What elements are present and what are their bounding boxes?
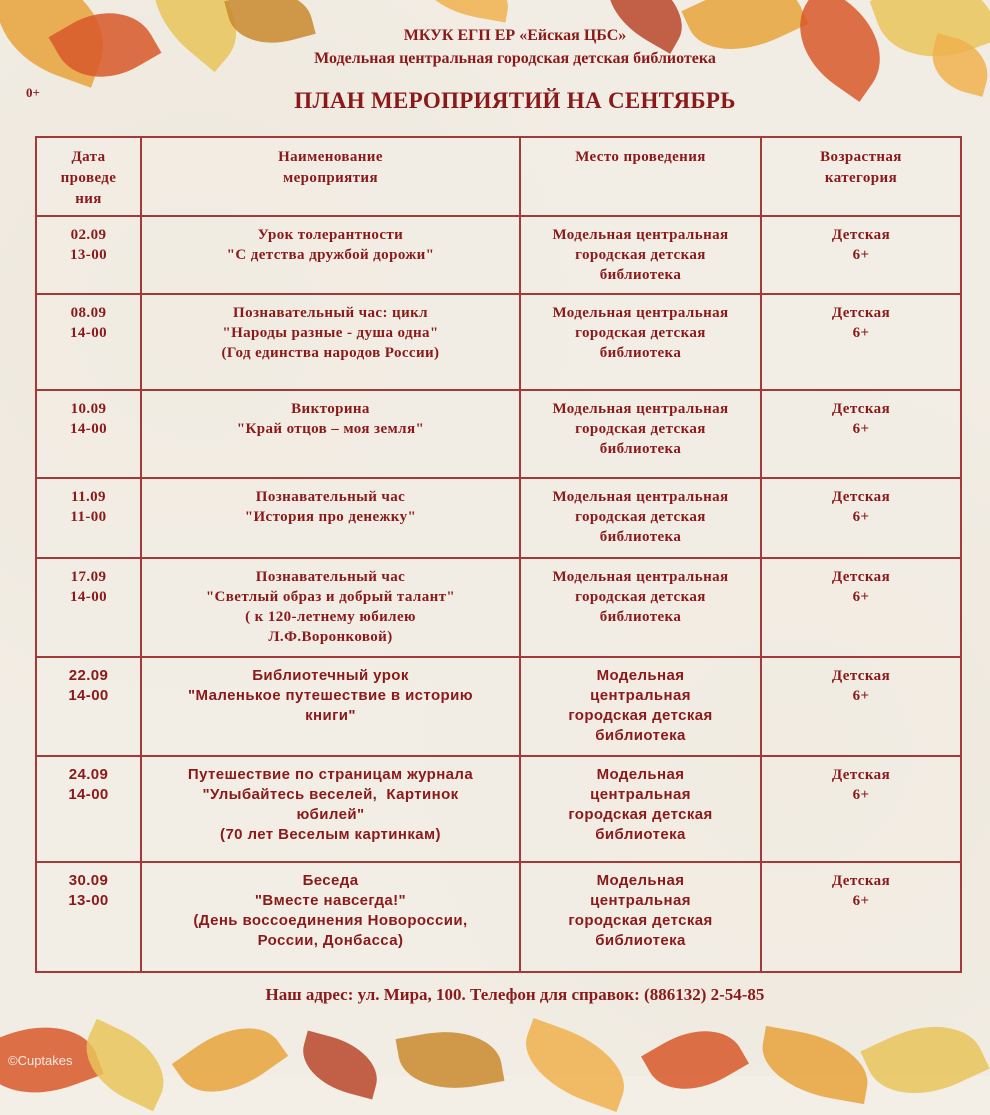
cell-date [36,756,141,862]
leaf-decoration [756,1026,875,1104]
cell-event-name [141,390,520,478]
table-row [36,558,961,657]
cell-text-line: 6+ [852,893,870,909]
cell-event-name [141,657,520,756]
cell-text-line: мероприятия [283,170,378,186]
cell-text-line: (День воссоединения Новороссии, [193,912,468,929]
cell-place [520,657,761,756]
cell-text-line: библиотека [599,345,682,361]
cell-text-line: Модельная [596,872,685,889]
cell-text-line: 14-00 [70,589,107,605]
cell-text-line: 6+ [852,509,870,525]
cell-age [761,756,961,862]
leaf-decoration [172,1007,288,1114]
cell-text-line: Познавательный час: цикл [233,305,428,321]
cell-event-name [141,558,520,657]
leaf-decoration [513,1018,637,1112]
events-table [35,136,962,973]
cell-date [36,558,141,657]
cell-text-line: Детская [831,569,891,585]
cell-text-line: Модельная центральная [552,401,729,417]
cell-text-line: городская детская [575,421,706,437]
table-row [36,390,961,478]
cell-age [761,390,961,478]
cell-text-line: "Светлый образ и добрый талант" [205,589,456,605]
cell-text-line: 6+ [852,688,870,704]
cell-text-line: 6+ [852,421,870,437]
cell-age [761,558,961,657]
table-row [36,756,961,862]
header-place [520,137,761,216]
cell-text-line: ( к 120-летнему юбилею [245,609,416,625]
header-event-name [141,137,520,216]
leaf-decoration [295,1030,385,1099]
cell-text-line: центральная [590,687,691,704]
cell-text-line: книги" [305,707,356,724]
cell-text-line: ния [75,191,102,207]
cell-text-line: проведе [60,170,117,186]
cell-text-line: Возрастная [820,149,902,165]
cell-age [761,478,961,558]
cell-text-line: юбилей" [296,806,365,823]
cell-event-name [141,216,520,294]
cell-text-line: 14-00 [68,786,109,803]
cell-text-line: 6+ [852,589,870,605]
cell-text-line: Познавательный час [255,569,406,585]
cell-text-line: 08.09 [70,305,107,321]
cell-text-line: "Улыбайтесь веселей, Картинок [202,786,459,803]
cell-text-line: Модельная центральная [552,305,729,321]
cell-text-line: библиотека [595,932,686,949]
cell-text-line: (Год единства народов России) [221,345,440,361]
cell-text-line: (70 лет Веселым картинкам) [220,826,441,843]
cell-text-line: Модельная центральная [552,489,729,505]
cell-text-line: 14-00 [68,687,109,704]
cell-age [761,216,961,294]
header-age-category [761,137,961,216]
cell-text-line: 11.09 [71,489,106,505]
cell-text-line: Детская [831,401,891,417]
cell-text-line: 17.09 [70,569,107,585]
cell-text-line: библиотека [599,529,682,545]
watermark: ©Cuptakes [8,1053,73,1068]
cell-place [520,478,761,558]
cell-text-line: Наименование [278,149,383,165]
cell-text-line: центральная [590,786,691,803]
cell-text-line: 13-00 [68,892,109,909]
cell-text-line: Дата [71,149,106,165]
table-row [36,294,961,390]
cell-text-line: библиотека [599,609,682,625]
cell-text-line: Детская [831,305,891,321]
cell-text-line: 14-00 [70,421,107,437]
cell-text-line: городская детская [568,707,713,724]
cell-text-line: "Край отцов – моя земля" [236,421,425,437]
cell-text-line: России, Донбасса) [257,932,404,949]
table-row [36,216,961,294]
cell-text-line: 14-00 [70,325,107,341]
cell-text-line: городская детская [575,325,706,341]
leaf-decoration [641,1012,749,1109]
cell-age [761,862,961,972]
cell-event-name [141,294,520,390]
cell-text-line: категория [824,170,898,186]
cell-age [761,294,961,390]
cell-text-line: Библиотечный урок [252,667,409,684]
cell-text-line: "История про денежку" [244,509,417,525]
cell-text-line: 24.09 [68,766,109,783]
cell-text-line: Л.Ф.Воронковой) [268,629,393,645]
cell-text-line: Детская [831,767,891,783]
cell-date [36,862,141,972]
cell-text-line: 22.09 [68,667,109,684]
cell-place [520,558,761,657]
cell-text-line: Модельная центральная [552,569,729,585]
cell-text-line: городская детская [575,589,706,605]
cell-text-line: "Вместе навсегда!" [254,892,407,909]
cell-text-line: городская детская [568,912,713,929]
cell-text-line: Детская [831,227,891,243]
table-row [36,657,961,756]
cell-date [36,478,141,558]
cell-text-line: Урок толерантности [257,227,404,243]
age-rating-mark: 0+ [26,85,40,100]
cell-text-line: Путешествие по страницам журнала [187,766,474,783]
cell-text-line: Модельная центральная [552,227,729,243]
cell-text-line: Викторина [291,401,370,417]
cell-date [36,657,141,756]
header-date [36,137,141,216]
cell-text-line: "Маленькое путешествие в историю [188,687,473,704]
cell-date [36,216,141,294]
page-title: ПЛАН МЕРОПРИЯТИЙ НА СЕНТЯБРЬ [294,88,736,113]
cell-text-line: 13-00 [70,247,107,263]
cell-text-line: "Народы разные - душа одна" [222,325,439,341]
cell-text-line: 6+ [852,325,870,341]
cell-text-line: Познавательный час [255,489,406,505]
cell-text-line: Детская [831,489,891,505]
cell-place [520,756,761,862]
cell-text-line: библиотека [599,441,682,457]
cell-text-line: 02.09 [70,227,107,243]
table-row [36,862,961,972]
cell-text-line: 10.09 [70,401,107,417]
cell-text-line: библиотека [599,267,682,283]
cell-date [36,390,141,478]
cell-text-line: 6+ [852,787,870,803]
leaf-decoration [417,0,513,22]
cell-date [36,294,141,390]
cell-place [520,294,761,390]
cell-event-name [141,478,520,558]
cell-text-line: Модельная [596,766,685,783]
cell-text-line: Детская [831,668,891,684]
cell-text-line: 11-00 [70,509,107,525]
cell-text-line: Детская [831,873,891,889]
cell-text-line: городская детская [575,509,706,525]
cell-text-line: "С детства дружбой дорожи" [226,247,435,263]
cell-text-line: городская детская [575,247,706,263]
cell-text-line: библиотека [595,826,686,843]
cell-place [520,216,761,294]
cell-event-name [141,862,520,972]
cell-age [761,657,961,756]
library-name: Модельная центральная городская детская библиотека [314,50,716,67]
cell-text-line: городская детская [568,806,713,823]
leaf-decoration [860,1005,989,1115]
cell-place [520,862,761,972]
table-row [36,478,961,558]
organization-name: МКУК ЕГП ЕР «Ейская ЦБС» [403,27,627,44]
cell-text-line: Модельная [596,667,685,684]
cell-event-name [141,756,520,862]
leaf-decoration [396,1022,505,1098]
table-header-row [36,137,961,216]
cell-text-line: 30.09 [68,872,109,889]
address-footer: Наш адрес: ул. Мира, 100. Телефон для справок: (886132) 2-54-85 [265,985,765,1004]
cell-text-line: библиотека [595,727,686,744]
cell-place [520,390,761,478]
cell-text-line: центральная [590,892,691,909]
cell-text-line: Беседа [302,872,359,889]
cell-text-line: Место проведения [575,149,706,165]
cell-text-line: 6+ [852,247,870,263]
